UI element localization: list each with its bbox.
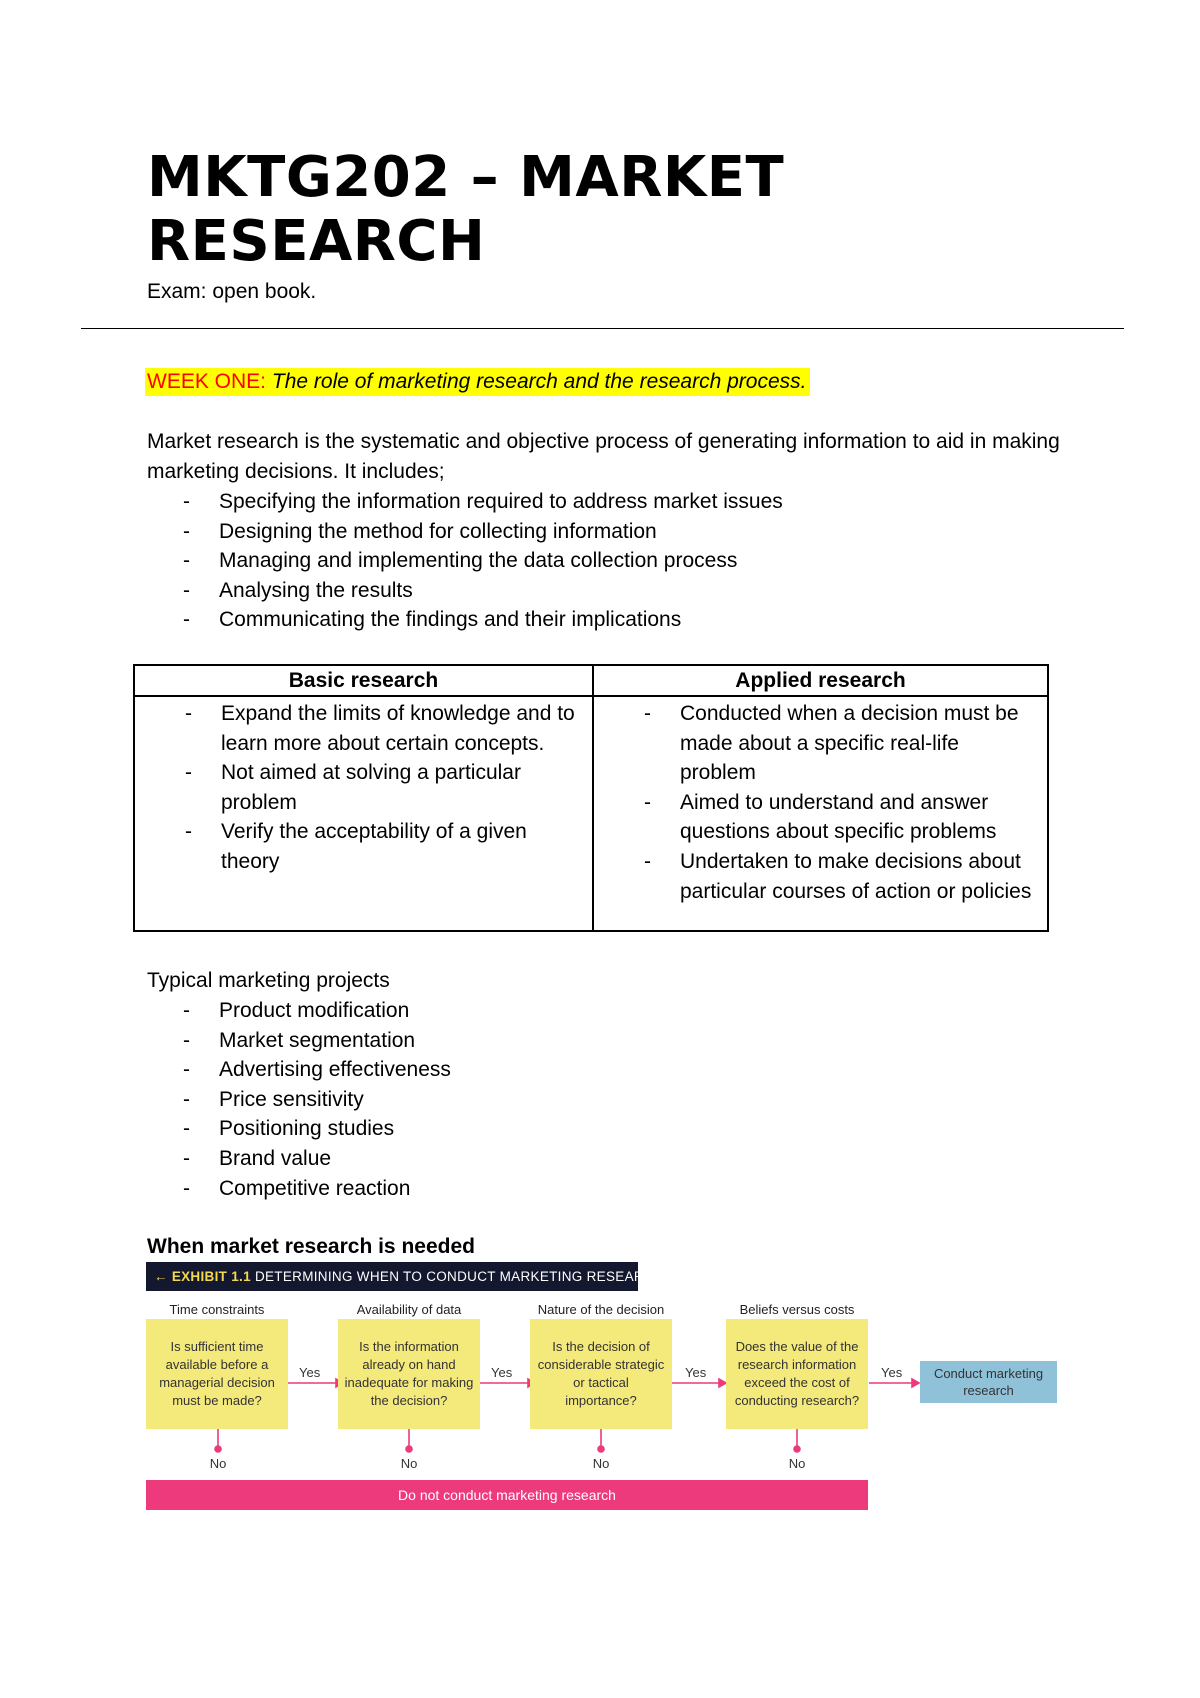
exhibit-number: EXHIBIT 1.1 — [171, 1269, 251, 1284]
list-item: - Communicating the findings and their implications — [219, 605, 1079, 635]
no-label: No — [592, 1456, 610, 1471]
basic-research-header: Basic research — [135, 666, 592, 697]
question-box — [530, 1319, 672, 1429]
list-item: - Not aimed at solving a particular problem — [221, 758, 581, 817]
yes-label: Yes — [299, 1365, 321, 1380]
list-item: - Positioning studies — [219, 1114, 819, 1144]
no-label: No — [788, 1456, 806, 1471]
question-text: Is the decision of considerable strategic or tactical importance? — [537, 1339, 665, 1408]
list-item: - Expand the limits of knowledge and to learn more about certain concepts. — [221, 699, 581, 758]
definition-paragraph: Market research is the systematic and objective process of generating information to aid in making marketing decisions. It includes; — [147, 430, 1060, 483]
list-item: - Undertaken to make decisions about particular courses of action or policies — [680, 847, 1040, 906]
arrow-left-icon: ← — [154, 1269, 168, 1284]
when-needed-heading: When market research is needed — [147, 1235, 475, 1258]
projects-list — [219, 996, 819, 1203]
conduct-research-box — [920, 1361, 1057, 1403]
list-item: - Managing and implementing the data collection process — [219, 546, 1079, 576]
no-dot — [215, 1446, 221, 1452]
step-category: Nature of the decision — [537, 1302, 665, 1317]
exhibit-title: DETERMINING WHEN TO CONDUCT MARKETING RESEARCH — [254, 1269, 665, 1284]
list-item: - Conducted when a decision must be made about a specific real-life problem — [680, 699, 1040, 788]
list-item: - Brand value — [219, 1144, 819, 1174]
list-item: - Aimed to understand and answer questions about specific problems — [680, 788, 1040, 847]
step-category: Time constraints — [169, 1302, 265, 1317]
no-dot — [794, 1446, 800, 1452]
question-box — [338, 1319, 480, 1429]
question-text: Does the value of the research information exceed the cost of conducting research? — [734, 1339, 860, 1408]
basic-research-column — [135, 666, 594, 930]
list-item: - Market segmentation — [219, 1026, 819, 1056]
list-item: - Competitive reaction — [219, 1174, 819, 1204]
research-comparison-table — [133, 664, 1049, 932]
horizontal-divider — [81, 328, 1124, 329]
week-one-heading — [145, 368, 810, 396]
list-item: - Advertising effectiveness — [219, 1055, 819, 1085]
list-item: - Price sensitivity — [219, 1085, 819, 1115]
applied-research-list — [680, 699, 1040, 906]
do-not-conduct-bar: Do not conduct marketing research — [146, 1480, 868, 1510]
applied-research-column — [594, 666, 1047, 930]
applied-research-header: Applied research — [594, 666, 1047, 697]
question-box — [726, 1319, 868, 1429]
research-process-list — [219, 487, 1079, 635]
question-box — [146, 1319, 288, 1429]
yes-label: Yes — [881, 1365, 903, 1380]
step-category: Availability of data — [356, 1302, 462, 1317]
list-item: - Verify the acceptability of a given theory — [221, 817, 581, 876]
exhibit-title-bar — [146, 1262, 665, 1291]
conduct-research-text: Conduct marketing research — [933, 1366, 1044, 1398]
question-text: Is the information already on hand inadequate for making the decision? — [344, 1339, 474, 1408]
list-item: - Specifying the information required to address market issues — [219, 487, 1079, 517]
no-label: No — [400, 1456, 418, 1471]
yes-label: Yes — [685, 1365, 707, 1380]
question-text: Is sufficient time available before a managerial decision must be made? — [159, 1339, 275, 1408]
basic-research-list — [221, 699, 581, 877]
projects-heading: Typical marketing projects — [147, 969, 390, 992]
document-title: MKTG202 – MARKET RESEARCH — [147, 145, 785, 274]
week-one-topic: The role of marketing research and the research process. — [271, 370, 807, 393]
step-category: Beliefs versus costs — [739, 1302, 855, 1317]
list-item: - Designing the method for collecting information — [219, 517, 1079, 547]
week-one-label: WEEK ONE: — [147, 370, 267, 393]
arrow-head — [719, 1379, 726, 1387]
list-item: - Analysing the results — [219, 576, 1079, 606]
exam-note: Exam: open book. — [147, 280, 317, 303]
list-item: - Product modification — [219, 996, 819, 1026]
yes-label: Yes — [491, 1365, 513, 1380]
no-dot — [598, 1446, 604, 1452]
no-label: No — [209, 1456, 227, 1471]
no-dot — [406, 1446, 412, 1452]
arrow-head — [912, 1379, 919, 1387]
